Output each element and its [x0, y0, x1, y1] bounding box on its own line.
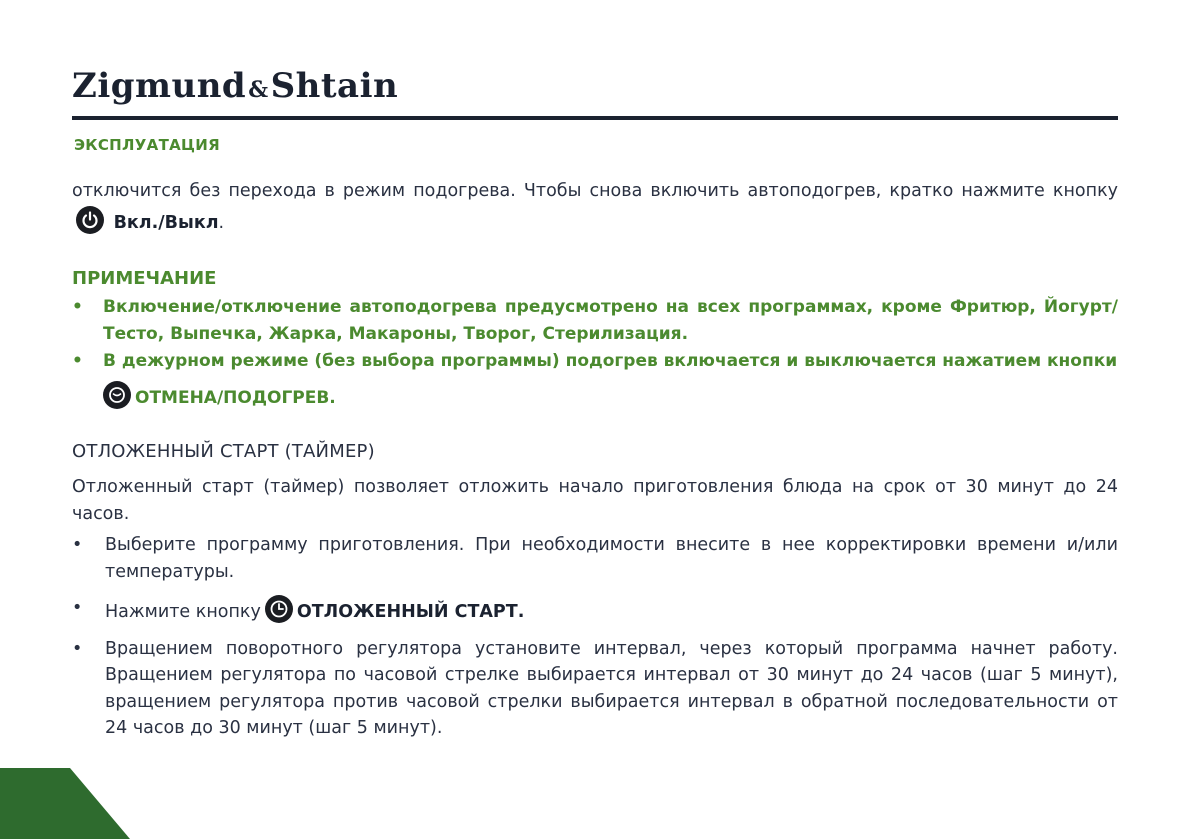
- power-button-label: Вкл./Выкл: [113, 213, 219, 233]
- cancel-warm-icon: [103, 381, 131, 409]
- note-item-2-text: В дежурном режиме (без выбора программы) подогрев включается и выключается нажатием кнопки: [103, 351, 1118, 371]
- note-title: ПРИМЕЧАНИЕ: [72, 268, 217, 289]
- timer-steps: [72, 532, 1118, 752]
- header-divider: [72, 116, 1118, 120]
- intro-text: отключится без перехода в режим подогрева. Чтобы снова включить автоподогрев, кратко нажмите кнопку: [72, 181, 1118, 201]
- timer-step-1: [72, 532, 1118, 585]
- power-icon: [76, 206, 104, 234]
- logo-text-left: Zigmund: [72, 66, 247, 106]
- timer-icon: [265, 595, 293, 623]
- timer-step-2: [72, 595, 1118, 626]
- timer-step-2-text: Нажмите кнопку: [105, 602, 261, 622]
- note-item-1-text: Включение/отключение автоподогрева предусмотрено на всех программах, кроме Фритюр, Йогурт/Тесто, Выпечка, Жарка, Макароны, Творог, Стерилизация.: [103, 297, 1118, 344]
- intro-end: .: [218, 213, 225, 233]
- timer-step-3-text: Вращением поворотного регулятора установите интервал, через который программа начнет работу. Вращением регулятора по часовой стрелке выбирается интервал от 30 минут до 24 часов (шаг 5 минут), вращением регулятора против часовой стрелки выбирается интервал в обратной последовательности от 24 часов до 30 минут (шаг 5 минут).: [105, 638, 1118, 738]
- note-item-2: [72, 348, 1118, 411]
- logo-ampersand: &: [248, 77, 269, 103]
- timer-title: ОТЛОЖЕННЫЙ СТАРТ (ТАЙМЕР): [72, 441, 375, 462]
- brand-logo: [72, 66, 398, 106]
- section-label: ЭКСПЛУАТАЦИЯ: [74, 136, 220, 154]
- timer-button-label: ОТЛОЖЕННЫЙ СТАРТ.: [296, 602, 525, 622]
- note-item-2-line2: [103, 381, 1118, 412]
- cancel-warm-label: ОТМЕНА/ПОДОГРЕВ.: [135, 387, 336, 408]
- timer-paragraph: Отложенный старт (таймер) позволяет отложить начало приготовления блюда на срок от 30 минут до 24 часов.: [72, 477, 1118, 524]
- intro-paragraph: [72, 176, 1118, 238]
- logo-text-right: Shtain: [270, 66, 399, 106]
- corner-decoration: [0, 768, 130, 839]
- timer-step-3: [72, 636, 1118, 742]
- note-item-1: [72, 294, 1118, 347]
- note-list: [72, 294, 1118, 411]
- timer-step-1-text: Выберите программу приготовления. При необходимости внесите в нее корректировки времени и/или температуры.: [105, 535, 1118, 582]
